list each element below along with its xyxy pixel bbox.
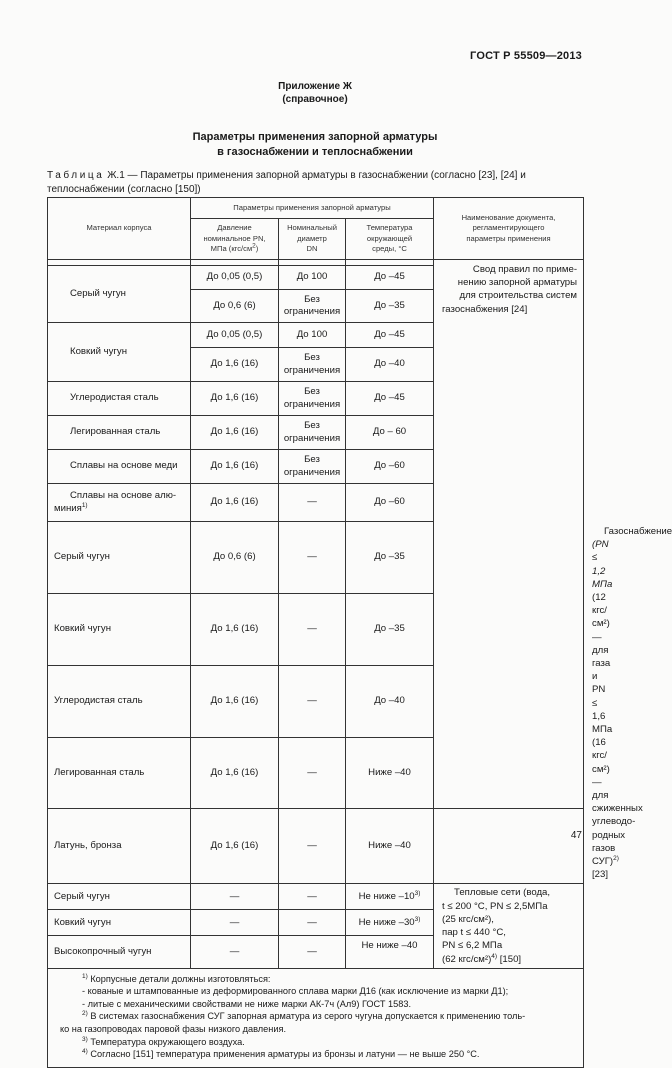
footnote-2 [60,1010,577,1023]
pressure-cell: До 0,05 (0,5) [191,323,279,348]
footnote-mark: 1) [82,972,88,980]
temperature-text: Не ниже –10 [358,890,415,902]
table-caption [47,169,583,197]
temperature-cell: До –45 [346,382,434,416]
header-temp-line: среды, °С [372,244,407,254]
diameter-cell [279,348,346,382]
header-pressure [191,219,279,260]
footnote-text: Согласно [151] температура применения арматуры из бронзы и латуни — не выше 250 °С. [87,1049,480,1060]
header-pressure-end: ) [255,244,259,254]
header-temperature [346,219,434,260]
material-cell: Углеродистая сталь [48,665,191,737]
document-text: (62 кгс/см²) [442,953,492,965]
diameter-line: ограничения [283,364,341,376]
table-row [48,884,584,910]
footnote-mark: 4) [82,1048,88,1056]
document-line: пар t ≤ 440 °С, [442,927,506,939]
diameter-cell: — [279,665,346,737]
footnote-mark: 3) [82,1035,88,1043]
temperature-cell: До –40 [346,348,434,382]
material-cell: Легированная сталь [48,416,191,450]
diameter-line: ограничения [283,466,341,478]
pressure-cell: До 1,6 (16) [191,348,279,382]
parameters-table [47,197,672,1068]
header-temp-line: Температура [366,223,413,233]
footnote-4 [60,1048,577,1061]
document-text: родных газов СУГ) [592,829,626,868]
header-document-line: регламентирующего [472,223,545,233]
temperature-cell [346,884,434,910]
appendix-title: Приложение Ж [278,81,352,92]
pressure-cell: До 1,6 (16) [191,809,279,884]
section-title [0,130,630,160]
footnote-3 [60,1036,577,1049]
temperature-cell: До –60 [346,484,434,522]
diameter-cell: До 100 [279,266,346,290]
header-dn-line: Номинальный [287,223,337,233]
pressure-cell: До 1,6 (16) [191,382,279,416]
footnotes-row [48,968,584,1067]
material-cell: Ковкий чугун [48,593,191,665]
document-line: Газоснабжение [604,526,672,537]
document-line: Свод правил по приме- [472,264,578,275]
table-word: Таблица [47,170,105,181]
material-cell [48,484,191,522]
footnote-text: В системах газоснабжения СУГ запорная арматура из серого чугуна допускается к применению толь- [87,1011,526,1022]
section-title-line-1: Параметры применения запорной арматуры [192,131,438,143]
pressure-cell: До 1,6 (16) [191,450,279,484]
document-line: для строительства систем [459,290,578,302]
temperature-cell: Ниже –40 [346,737,434,809]
temperature-cell: Ниже –40 [346,809,434,884]
pressure-cell: — [191,910,279,936]
material-cell: Ковкий чугун [48,910,191,936]
footnote-1a: - кованые и штампованные из деформированного сплава марки Д16 (как исключение из марки Д1); [82,986,509,997]
pressure-cell: До 0,6 (6) [191,290,279,323]
temperature-cell: До –45 [346,323,434,348]
header-document [434,198,584,260]
diameter-cell: — [279,737,346,809]
material-cell: Латунь, бронза [48,809,191,884]
footnote-1 [60,973,577,986]
material-text: миния [54,502,82,514]
diameter-cell: — [279,936,346,968]
temperature-cell: До – 60 [346,416,434,450]
footnote-text: Температура окружающего воздуха. [87,1036,245,1047]
appendix-kind: (справочное) [282,94,348,105]
temperature-cell: Не ниже –40 [346,936,434,968]
header-document-line: параметры применения [466,233,551,243]
table-row: Серый чугун До 0,6 (6) — До –35 Газоснабжение (PN ≤ 1,2 МПа (12 кгс/см²) — для газа и PN ≤ 1,6 МПа (16 кгс/см²) — для сжиженных углеводо- родных газов СУГ)$^{2)}$ [23] [48,522,584,594]
footnote-mark: 2) [82,1010,88,1018]
document-text: [150] [497,953,522,965]
diameter-cell [279,382,346,416]
material-cell: Серый чугун [48,884,191,910]
temperature-cell [346,910,434,936]
material-cell: Серый чугун [48,266,191,323]
caption-text-2: теплоснабжении (согласно [150]) [47,184,201,195]
diameter-cell: — [279,910,346,936]
footnote-ref: 2) [613,854,619,862]
diameter-cell [279,290,346,323]
header-row-1 [48,198,584,219]
material-line [54,503,187,516]
document-line: нению запорной арматуры [457,277,578,289]
document-line: (25 кгс/см²), [442,913,494,925]
footnote-ref: 3) [414,915,421,923]
diameter-cell: — [279,809,346,884]
diameter-cell: — [279,522,346,594]
header-dn-line: DN [306,244,318,254]
diameter-line: Без [304,420,320,431]
material-cell: Легированная сталь [48,737,191,809]
document-line [442,953,577,966]
pressure-cell: — [191,936,279,968]
footnote-1b: - литые с механическими свойствами не ниже марки АК-7ч (Ал9) ГОСТ 1583. [82,998,412,1009]
diameter-line: ограничения [283,306,341,317]
footnote-2-continued: ко на газопроводах паровой фазы низкого давления. [60,1024,287,1035]
header-temp-line: окружающей [366,233,413,243]
section-title-line-2: в газоснабжении и теплоснабжении [217,146,413,158]
document-gas-supply-rules [434,260,584,809]
diameter-cell: — [279,484,346,522]
header-pressure-line: Давление [217,223,252,233]
document-heat-networks [434,884,584,968]
diameter-line: ограничения [283,398,341,410]
temperature-text: Не ниже –30 [358,916,415,928]
table-row [48,809,584,884]
diameter-line: Без [304,293,320,305]
temperature-cell: До –40 [346,665,434,737]
diameter-cell [279,416,346,450]
material-cell: Ковкий чугун [48,323,191,382]
caption-text-1: Ж.1 — Параметры применения запорной арматуры в газоснабжении (согласно [23], [24] и [107,170,526,181]
header-pressure-line: номинальное PN, [203,233,266,243]
temperature-cell: До –45 [346,266,434,290]
pressure-cell: До 1,6 (16) [191,665,279,737]
temperature-cell: До –60 [346,450,434,484]
pressure-cell: До 1,6 (16) [191,416,279,450]
footnote-ref: 1) [81,501,88,509]
material-cell: Серый чугун [48,522,191,594]
document-text: [23] [592,869,609,881]
footnote-ref: 3) [414,889,421,897]
header-pressure-sup: 2 [252,242,256,250]
pressure-cell: — [191,884,279,910]
diameter-line: Без [304,352,320,363]
header-pressure-line [194,244,275,255]
temperature-cell: До –35 [346,522,434,594]
header-dn-line: диаметр [297,233,327,243]
material-line: Сплавы на основе алю- [70,490,177,501]
pressure-cell: До 1,6 (16) [191,737,279,809]
material-cell: Высокопрочный чугун [48,936,191,968]
pressure-cell: До 1,6 (16) [191,484,279,522]
appendix-heading [0,80,630,106]
document-line: газоснабжения [24] [442,303,528,315]
pressure-cell: До 0,05 (0,5) [191,266,279,290]
standard-number: ГОСТ Р 55509—2013 [470,50,582,62]
document-line: PN ≤ 6,2 МПа [442,940,503,952]
diameter-cell: — [279,593,346,665]
footnote-text: Корпусные детали должны изготовляться: [87,973,271,984]
header-pressure-unit: МПа (кгс/см [210,244,253,254]
header-document-line: Наименование документа, [461,212,556,222]
pressure-cell: До 0,6 (6) [191,522,279,594]
header-params-group: Параметры применения запорной арматуры [191,198,434,219]
diameter-line: ограничения [283,432,341,444]
diameter-cell: До 100 [279,323,346,348]
temperature-cell: До –35 [346,593,434,665]
header-material: Материал корпуса [48,198,191,260]
diameter-cell [279,450,346,484]
document-line: Тепловые сети (вода, [454,887,551,899]
diameter-line: Без [304,386,320,397]
page-number: 47 [570,830,582,841]
diameter-line: Без [304,454,320,465]
temperature-cell: До –35 [346,290,434,323]
document-line: t ≤ 200 °С, PN ≤ 2,5МПа [442,900,548,912]
material-cell: Сплавы на основе меди [48,450,191,484]
material-cell: Углеродистая сталь [48,382,191,416]
pressure-cell: До 1,6 (16) [191,593,279,665]
footnotes [48,968,584,1067]
footnote-ref: 4) [491,952,498,960]
header-nominal-diameter [279,219,346,260]
diameter-cell: — [279,884,346,910]
